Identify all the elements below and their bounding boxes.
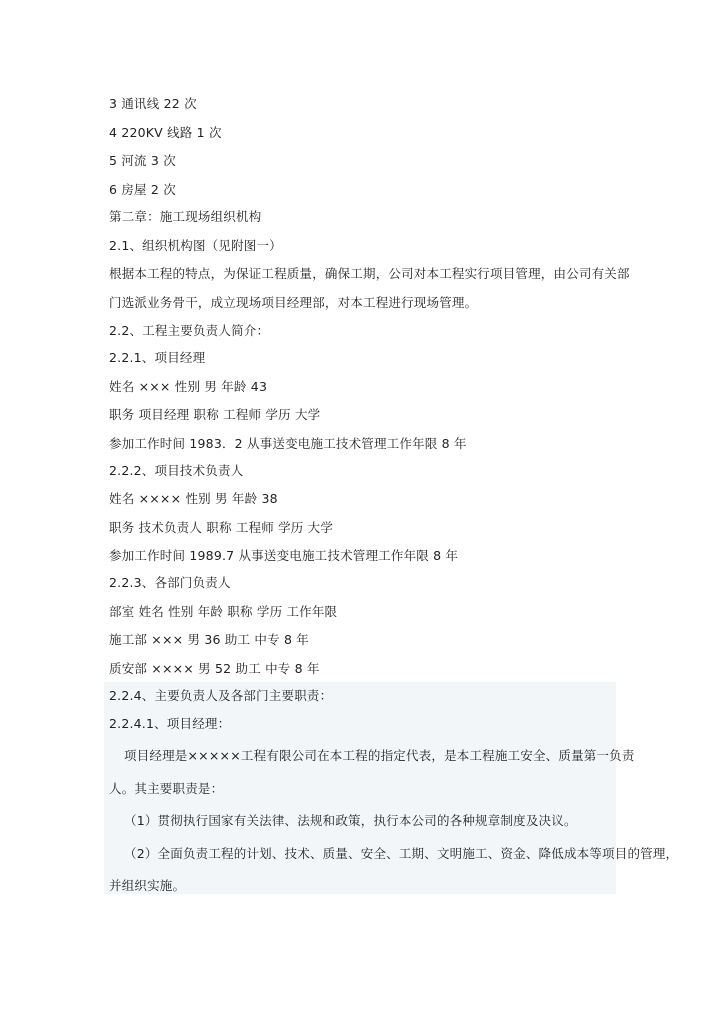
text-line: 部室 姓名 性别 年龄 职称 学历 工作年限 [109, 604, 338, 619]
text-line: 参加工作时间 1983．2 从事送变电施工技术管理工作年限 8 年 [109, 436, 467, 451]
text-line: 姓名 ××× 性别 男 年龄 43 [109, 379, 268, 394]
text-line: 职务 项目经理 职称 工程师 学历 大学 [109, 407, 321, 422]
subsection-heading: 2.2.1、项目经理 [109, 350, 206, 365]
text-line: 职务 技术负责人 职称 工程师 学历 大学 [109, 520, 334, 535]
text-line: 4 220KV 线路 1 次 [109, 125, 222, 140]
list-item: （1）贯彻执行国家有关法律、法规和政策，执行本公司的各种规章制度及决议。 [124, 813, 577, 828]
section-heading: 2.2、工程主要负责人简介： [109, 323, 270, 338]
paragraph-line: 门选派业务骨干，成立现场项目经理部，对本工程进行现场管理。 [109, 295, 478, 310]
chapter-heading: 第二章：施工现场组织机构 [109, 209, 262, 224]
section-heading: 2.1、组织机构图（见附图一） [109, 238, 282, 253]
paragraph-line: 人。其主要职责是： [109, 781, 224, 796]
subsection-heading: 2.2.4、主要负责人及各部门主要职责： [109, 688, 333, 703]
list-item: （2）全面负责工程的计划、技术、质量、安全、工期、文明施工、资金、降低成本等项目的管理， [124, 846, 679, 861]
subsection-heading: 2.2.2、项目技术负责人 [109, 463, 244, 478]
text-line: 6 房屋 2 次 [109, 182, 176, 197]
subsection-heading: 2.2.3、各部门负责人 [109, 575, 231, 590]
text-line: 参加工作时间 1989.7 从事送变电施工技术管理工作年限 8 年 [109, 548, 459, 563]
paragraph-line: 项目经理是×××××工程有限公司在本工程的指定代表，是本工程施工安全、质量第一负责 [124, 748, 635, 763]
text-line: 施工部 ××× 男 36 助工 中专 8 年 [109, 632, 309, 647]
text-line: 姓名 ×××× 性别 男 年龄 38 [109, 491, 278, 506]
subsection-heading: 2.2.4.1、项目经理： [109, 716, 231, 731]
paragraph-line: 并组织实施。 [109, 878, 186, 893]
text-line: 质安部 ×××× 男 52 助工 中专 8 年 [109, 661, 320, 676]
text-line: 5 河流 3 次 [109, 153, 176, 168]
text-line: 3 通讯线 22 次 [109, 96, 197, 111]
paragraph-line: 根据本工程的特点，为保证工程质量，确保工期，公司对本工程实行项目管理，由公司有关部 [109, 266, 630, 281]
